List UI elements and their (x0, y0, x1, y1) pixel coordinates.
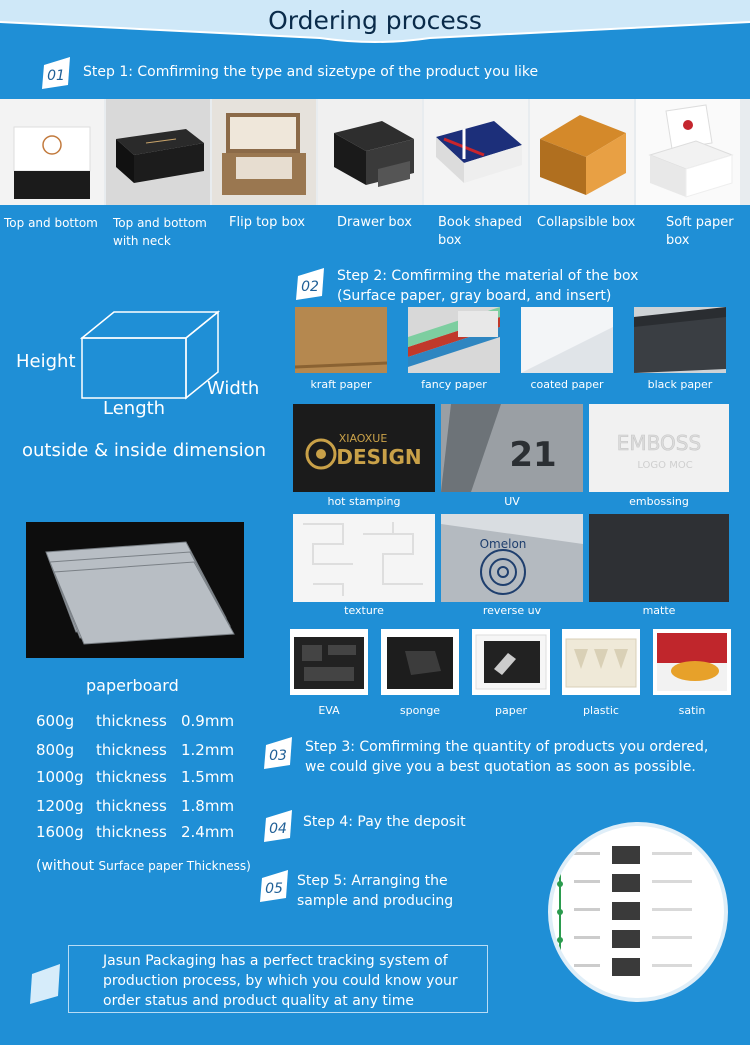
swatch-embossing (589, 404, 729, 492)
swatch-texture (293, 514, 435, 602)
step-4-number: 04 (269, 821, 287, 837)
box-label-book-shaped: Book shaped box (438, 215, 522, 248)
paperboard-image (26, 522, 244, 658)
label-matte: matte (642, 604, 676, 617)
box-label-with-neck: Top and bottom with neck (113, 216, 207, 248)
dimension-length-label: Length (103, 398, 166, 419)
swatch-reverse-uv (441, 514, 583, 602)
label-paper-insert: paper (495, 704, 527, 717)
step-3-text: Step 3: Comfirming the quantity of products you ordered, we could give you a best quotation as soon as possible. (305, 739, 709, 775)
step-2-number: 02 (301, 279, 319, 295)
label-uv: UV (504, 495, 520, 508)
label-plastic: plastic (583, 704, 619, 717)
step-3-number: 03 (269, 748, 287, 764)
paperboard-title: paperboard (86, 676, 179, 695)
notice-text: Jasun Packaging has a perfect tracking system of production process, by which you could know your order status and product quality at any time (103, 953, 458, 1009)
hot-stamping-main-text: DESIGN (336, 445, 422, 469)
reverse-uv-text: Omelon (479, 537, 527, 551)
box-thumb-drawer (318, 99, 422, 205)
tracking-system-image (548, 822, 728, 1002)
dimension-caption: outside & inside dimension (22, 440, 267, 461)
step-1-text: Step 1: Comfirming the type and sizetype of the product you like (83, 64, 539, 80)
step-4-text: Step 4: Pay the deposit (303, 814, 466, 830)
label-satin: satin (678, 704, 706, 717)
box-types-strip (0, 99, 750, 205)
box-label-soft-paper: Soft paper box (666, 215, 734, 248)
uv-number: 21 (509, 435, 557, 475)
label-sponge: sponge (399, 704, 441, 717)
box-thumb-soft-paper (636, 99, 740, 205)
label-kraft-paper: kraft paper (310, 378, 372, 391)
step-5-number: 05 (265, 881, 283, 897)
step-5-badge (258, 868, 294, 904)
step-1-badge (40, 55, 76, 91)
label-black-paper: black paper (647, 378, 713, 391)
embossing-sub-text: LOGO MOC (637, 460, 693, 471)
box-label-flip-top: Flip top box (229, 215, 306, 230)
box-label-top-and-bottom: Top and bottom (4, 216, 98, 230)
box-thumb-collapsible (530, 99, 634, 205)
swatch-kraft-paper (295, 307, 387, 373)
swatch-plastic (562, 629, 640, 695)
swatch-sponge (381, 629, 459, 695)
label-texture: texture (344, 604, 384, 617)
step-1-number: 01 (47, 68, 65, 84)
dimension-width-label: Width (207, 378, 260, 399)
step-3-badge (262, 735, 298, 771)
box-thumb-top-and-bottom (0, 99, 104, 205)
box-thumb-with-neck (106, 99, 210, 205)
label-eva: EVA (318, 704, 340, 717)
step-2-badge (294, 266, 330, 302)
swatch-uv (441, 404, 583, 492)
dimension-cuboid (72, 308, 222, 403)
step-5-text: Step 5: Arranging the sample and producing (297, 873, 454, 909)
paperboard-note: (without Surface paper Thickness) (36, 858, 251, 874)
swatch-paper-insert (472, 629, 550, 695)
box-label-drawer: Drawer box (337, 215, 412, 230)
hot-stamping-small-text: XIAOXUE (338, 432, 388, 445)
box-thumb-book-shaped (424, 99, 528, 205)
swatch-fancy-paper (408, 307, 500, 373)
step-2-text: Step 2: Comfirming the material of the box (Surface paper, gray board, and insert) (337, 268, 639, 304)
box-label-collapsible: Collapsible box (537, 215, 636, 230)
swatch-coated-paper (521, 307, 613, 373)
swatch-matte (589, 514, 729, 602)
embossing-main-text: EMBOSS (616, 431, 702, 455)
step-4-badge (262, 808, 298, 844)
box-thumb-flip-top (212, 99, 316, 205)
label-reverse-uv: reverse uv (482, 604, 542, 617)
swatch-satin (653, 629, 731, 695)
page-title: Ordering process (268, 6, 482, 35)
label-embossing: embossing (629, 495, 689, 508)
dimension-height-label: Height (16, 351, 76, 372)
label-fancy-paper: fancy paper (421, 378, 487, 391)
label-coated-paper: coated paper (530, 378, 604, 391)
swatch-eva (290, 629, 368, 695)
notice-arrow-icon (28, 962, 64, 1006)
swatch-black-paper (634, 307, 726, 373)
swatch-hot-stamping (293, 404, 435, 492)
label-hot-stamping: hot stamping (327, 495, 401, 508)
